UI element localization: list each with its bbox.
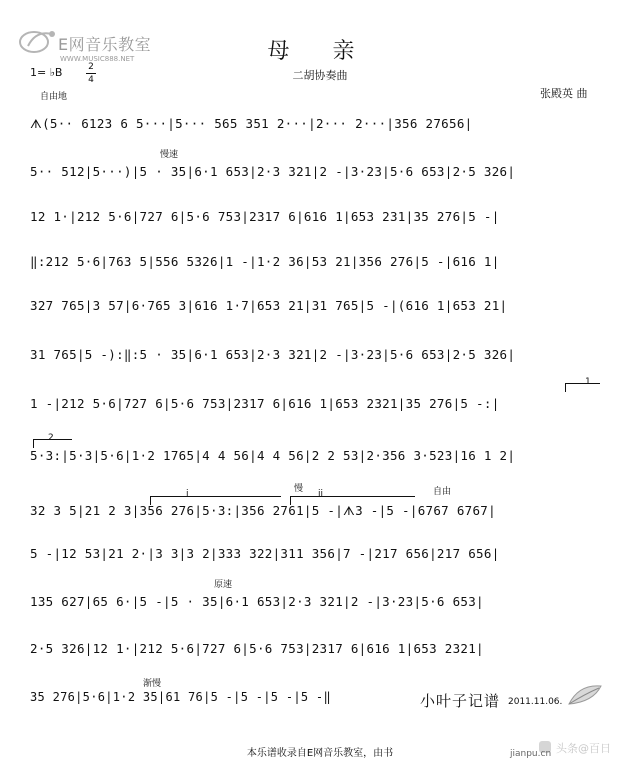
tempo-mark: 自由地 [40,92,68,102]
composer-credit: 张殿英 曲 [540,87,588,100]
score-line-3: 12 1·|212 5·6|727 6|5·6 753|2317 6|616 1|653 231|35 276|5 -| [30,209,500,224]
annotation-slow-2: 慢 [294,484,304,494]
score-title: 母 亲 [267,39,373,64]
time-signature-bottom: 4 [88,75,94,85]
watermark-text: 头条@百日 [556,742,611,755]
score-line-10: 5 -|12 53|21 2·|3 3|3 2|333 322|311 356|7 -|217 656|217 656| [30,546,500,561]
score-line-13: 35 276|5·6|1·2 35|61 76|5 -|5 -|5 -|5 -‖ [30,690,331,704]
transcription-date: 2011.11.06. [508,697,563,707]
annotation-original-tempo: 原速 [214,580,233,590]
leaf-icon [565,682,605,708]
logo-url: WWW.MUSIC888.NET [60,55,135,63]
volta-number-1: 1 [585,377,591,387]
score-line-12: 2·5 326|12 1·|212 5·6|727 6|5·6 753|2317 6|616 1|653 2321| [30,641,484,656]
section-label-ii: ii [318,489,324,499]
volta-bracket-1 [565,383,600,392]
time-signature [86,62,96,85]
logo-text: E网音乐教室 [58,35,152,54]
annotation-free: 自由 [433,487,452,497]
score-line-5: 327 765|3 57|6·765 3|616 1·7|653 21|31 765|5 -|(616 1|653 21| [30,298,508,313]
time-signature-top: 2 [88,62,94,72]
annotation-slow: 慢速 [160,150,179,160]
score-line-7: 1 -|212 5·6|727 6|5·6 753|2317 6|616 1|653 2321|35 276|5 -:| [30,396,500,411]
time-signature-bar [86,73,96,74]
transcriber-signature: 小叶子记谱 [420,692,501,710]
score-line-2: 5·· 512|5···)|5 · 35|6·1 653|2·3 321|2 -|3·23|5·6 653|2·5 326| [30,164,516,179]
annotation-gradual-slow: 渐慢 [143,679,162,689]
score-line-1: ᗑ(5·· 6123 6 5···|5··· 565 351 2···|2··· 2···|356 27656| [30,116,473,131]
section-label-i: i [186,489,189,499]
score-line-9: 32 3 5|21 2 3|356 276|5·3:|356 2761|5 -|ᗑ3 -|5 -|6767 6767| [30,503,496,518]
score-line-11: 135 627|65 6·|5 -|5 · 35|6·1 653|2·3 321|2 -|3·23|5·6 653| [30,594,484,609]
score-line-4: ‖:212 5·6|763 5|556 5326|1 -|1·2 36|53 21|356 276|5 -|616 1| [30,254,500,269]
site-url: jianpu.cn [510,749,552,759]
score-line-6: 31 765|5 -):‖:5 · 35|6·1 653|2·3 321|2 -|3·23|5·6 653|2·5 326| [30,347,516,362]
key-signature: 1= ♭B [30,66,63,79]
score-line-8: 5·3:|5·3|5·6|1·2 1765|4 4 56|4 4 56|2 2 53|2·356 3·523|16 1 2| [30,448,516,463]
volta-number-2: 2 [48,433,54,443]
source-note: 本乐谱收录自E网音乐教室，由书 [246,748,394,759]
score-subtitle: 二胡协奏曲 [292,69,348,82]
